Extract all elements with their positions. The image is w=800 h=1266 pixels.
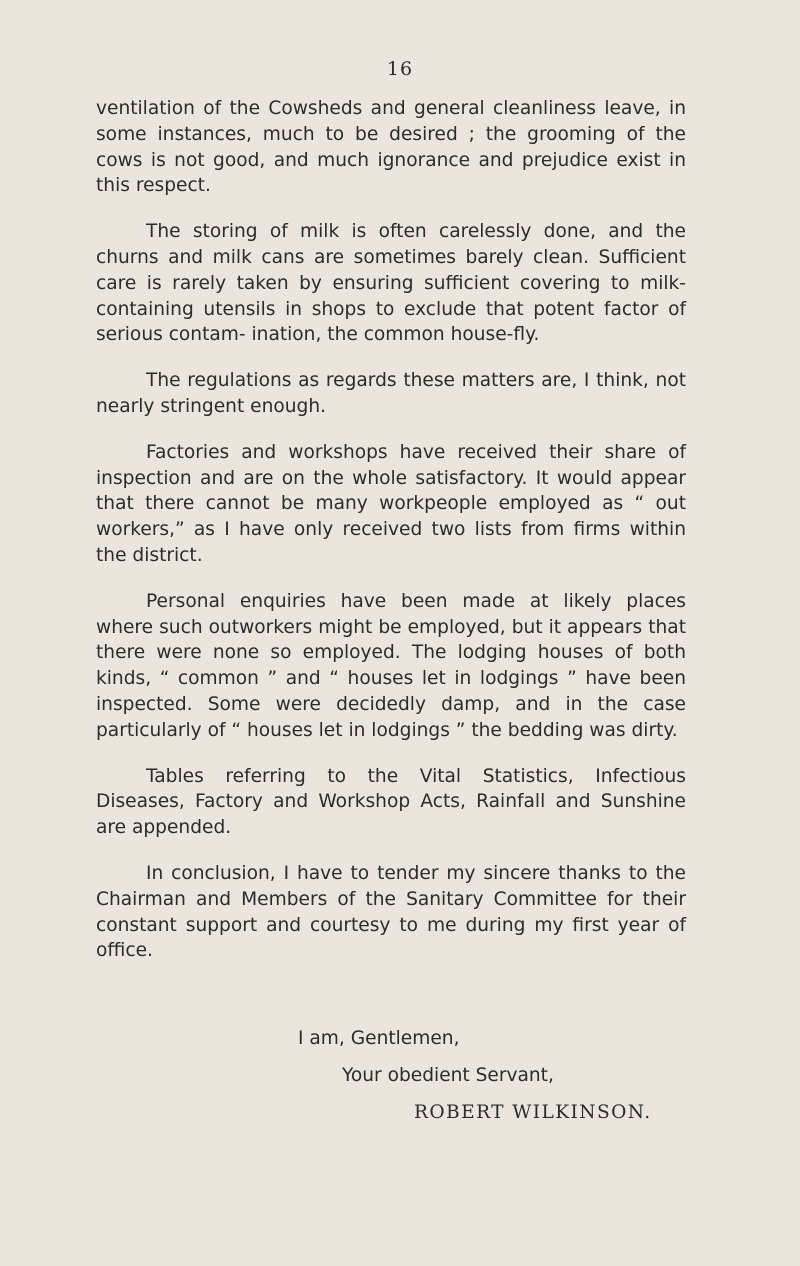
paragraph: The storing of milk is often carelessly done, and the churns and milk cans are sometimes barely clean. Sufficient care is rarely taken by ensuring sufficient covering to milk-containing utensils in shops to exclude that potent factor of serious contam- ination, the common house-fly. [96, 221, 686, 346]
paragraph: Factories and workshops have received their share of inspection and are on the whole satisfactory. It would appear that there cannot be many workpeople employed as “ out workers,” as I have only received two lists from firms within the district. [96, 441, 686, 566]
valediction: Your obedient Servant, [342, 1065, 554, 1086]
salutation: I am, Gentlemen, [298, 1028, 460, 1049]
letter-body [96, 96, 686, 984]
paragraph: ventilation of the Cowsheds and general cleanliness leave, in some instances, much to be desired ; the grooming of the cows is not good, and much ignorance and prejudice exist in this respect. [96, 98, 686, 197]
page-number: 16 [386, 58, 414, 80]
paragraph: The regulations as regards these matters are, I think, not nearly stringent enough. [96, 370, 686, 417]
signature-name: ROBERT WILKINSON. [414, 1102, 652, 1123]
paragraph: Personal enquiries have been made at likely places where such outworkers might be employed, but it appears that there were none so employed. The lodging houses of both kinds, “ common ” and “ houses let in lodgings ” have been inspected. Some were decidedly damp, and in the case particularly of “ houses let in lodgings ” the bedding was dirty. [96, 590, 686, 741]
paragraph: Tables referring to the Vital Statistics, Infectious Diseases, Factory and Workshop Acts, Rainfall and Sunshine are appended. [96, 765, 686, 839]
paragraph: In conclusion, I have to tender my sincere thanks to the Chairman and Members of the Sanitary Committee for their constant support and courtesy to me during my first year of office. [96, 862, 686, 962]
